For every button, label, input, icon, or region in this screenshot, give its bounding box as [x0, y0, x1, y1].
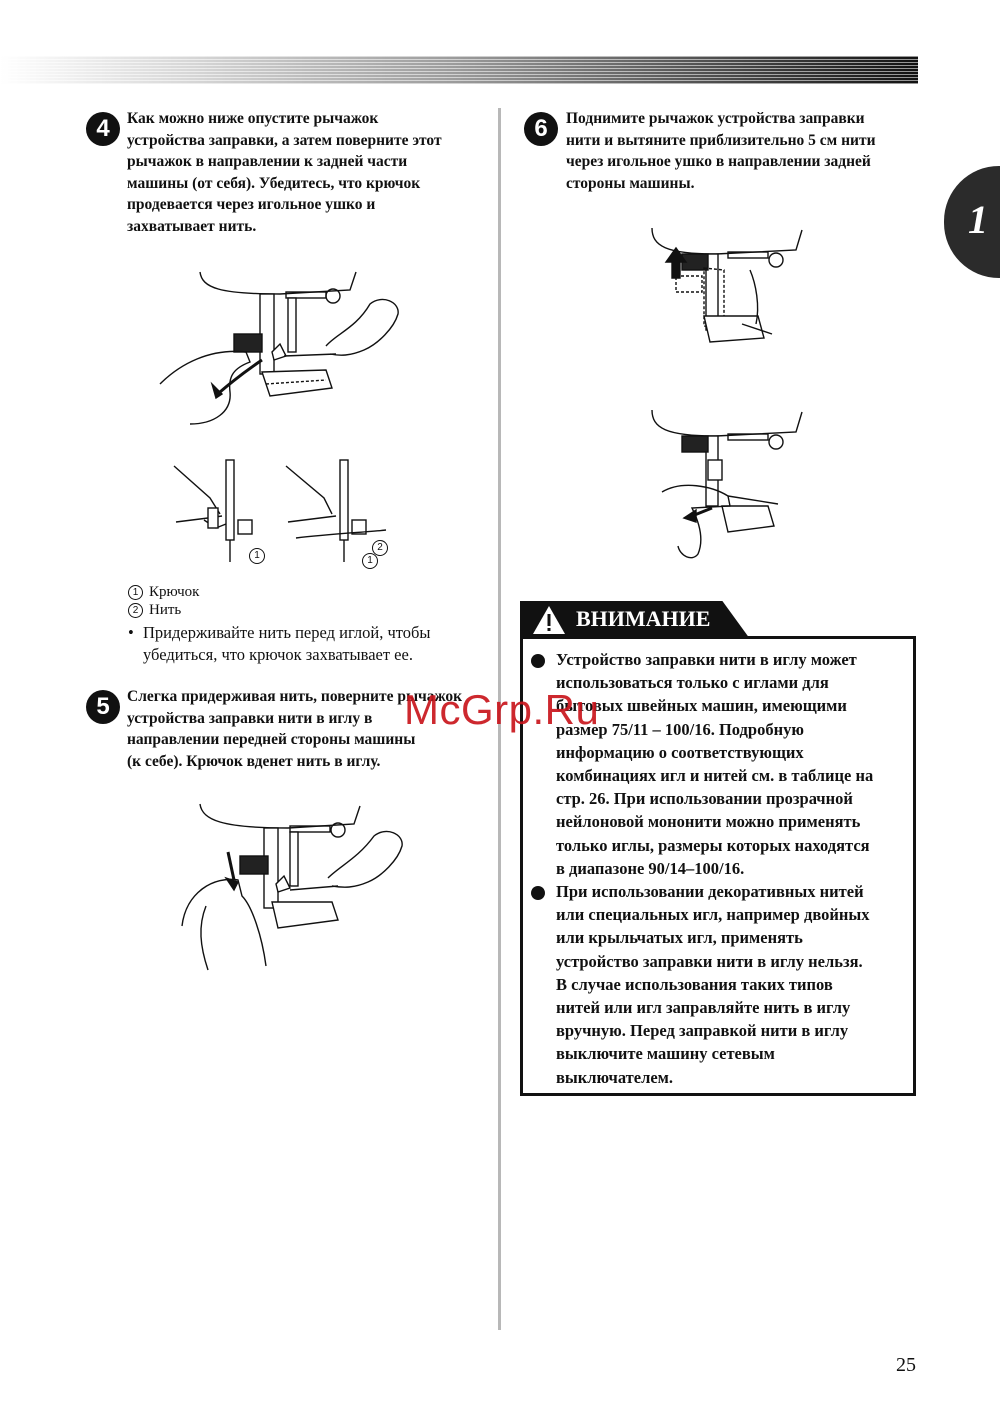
step-6-illustration-bottom — [632, 406, 808, 566]
legend-item-thread: 2 Нить — [128, 602, 199, 620]
callout-hook-marker-1: 1 — [249, 548, 265, 564]
legend — [128, 584, 199, 619]
caution-title: ВНИМАНИЕ — [576, 606, 711, 631]
step-6-text: Поднимите рычажок устройства заправки нити и вытяните приблизительно 5 см нити через игольное ушко в направлении задней стороны машины. — [566, 110, 876, 192]
step-6-illustration-top — [632, 224, 808, 374]
step-4-illustration — [150, 264, 410, 434]
step-5-illustration — [178, 796, 418, 976]
note-hold-thread: • Придерживайте нить перед иглой, чтобы убедиться, что крючок захватывает ее. — [128, 623, 431, 664]
step-4-badge: 4 — [86, 112, 120, 146]
page-number: 25 — [896, 1354, 916, 1376]
step-5-text: Слегка придерживая нить, поверните рычажок устройства заправки нити в иглу в направлении передней стороны машины (к себе). Крючок вденет нить в иглу. — [127, 688, 463, 770]
step-6-badge: 6 — [524, 112, 558, 146]
callout-hook-marker-2: 1 — [362, 553, 378, 569]
legend-item-hook: 1 Крючок — [128, 584, 199, 602]
caution-bullet-2-icon — [531, 886, 545, 900]
caution-bullet-1-icon — [531, 654, 545, 668]
step-4-detail-illustration — [168, 458, 398, 570]
warning-triangle-icon — [532, 605, 566, 635]
caution-item-2: При использовании декоративных нитей или специальных игл, например двойных или крыльчатых игл, применять устройство заправки нити в иглу нельзя. В случае использования таких типов нитей или игл заправляйте нить в иглу вручную. Перед заправкой нити в иглу выключите машину сетевым выключателем. — [556, 882, 870, 1087]
watermark: McGrp.Ru — [404, 686, 600, 733]
caution-item-1: Устройство заправки нити в иглу может использоваться только с иглами для бытовых швейных машин, имеющими размер 75/11 – 100/16. Подробную информацию о соответствующих комбинациях игл и нитей см. в таблице на стр. 26. При использовании прозрачной нейлоновой мононити можно применять только иглы, размеры которых находятся в диапазоне 90/14–100/16. — [556, 650, 874, 878]
chapter-number: 1 — [968, 197, 988, 242]
step-5-badge: 5 — [86, 690, 120, 724]
header-gradient-bar — [0, 56, 918, 84]
step-4-text: Как можно ниже опустите рычажок устройства заправки, а затем поверните этот рычажок в направлении к задней части машины (от себя). Убедитесь, что крючок продевается через игольное ушко и захватывает нить. — [127, 110, 442, 235]
callout-thread-marker: 2 — [372, 540, 388, 556]
